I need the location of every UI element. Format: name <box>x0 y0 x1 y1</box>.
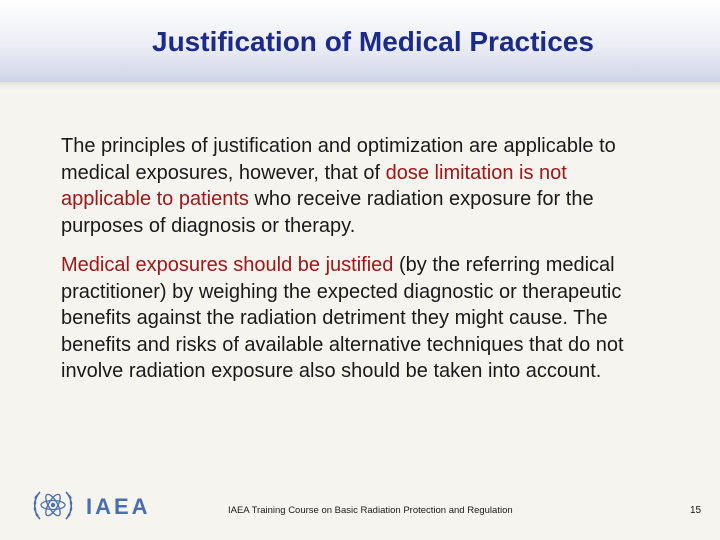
paragraph-2-text: (by the referring medical practitioner) by weighing the expected diagnostic or therapeutic benefits against the radiation detriment they might cause. The benefits and risks of available alternative techniques that do not involve radiation exposure also should be taken into account. <box>61 254 624 382</box>
logo-text: IAEA <box>86 494 151 519</box>
paragraph-1-text-a: The principles of justification and optimization are applicable to medical exposures, however, that of <box>61 135 616 184</box>
iaea-logo <box>30 483 160 529</box>
slide-title: Justification of Medical Practices <box>152 26 594 57</box>
header-divider <box>0 82 720 90</box>
paragraph-2 <box>61 252 651 385</box>
iaea-emblem-icon <box>30 483 160 529</box>
course-title: IAEA Training Course on Basic Radiation Protection and Regulation <box>228 505 513 516</box>
paragraph-1 <box>61 133 651 239</box>
page-number: 15 <box>690 505 702 516</box>
paragraph-1-highlight: dose limitation is not applicable to patients <box>61 161 567 210</box>
paragraph-1-text-b: who receive radiation exposure for the purposes of diagnosis or therapy. <box>61 188 594 237</box>
paragraph-2-highlight: Medical exposures should be justified <box>61 254 394 276</box>
